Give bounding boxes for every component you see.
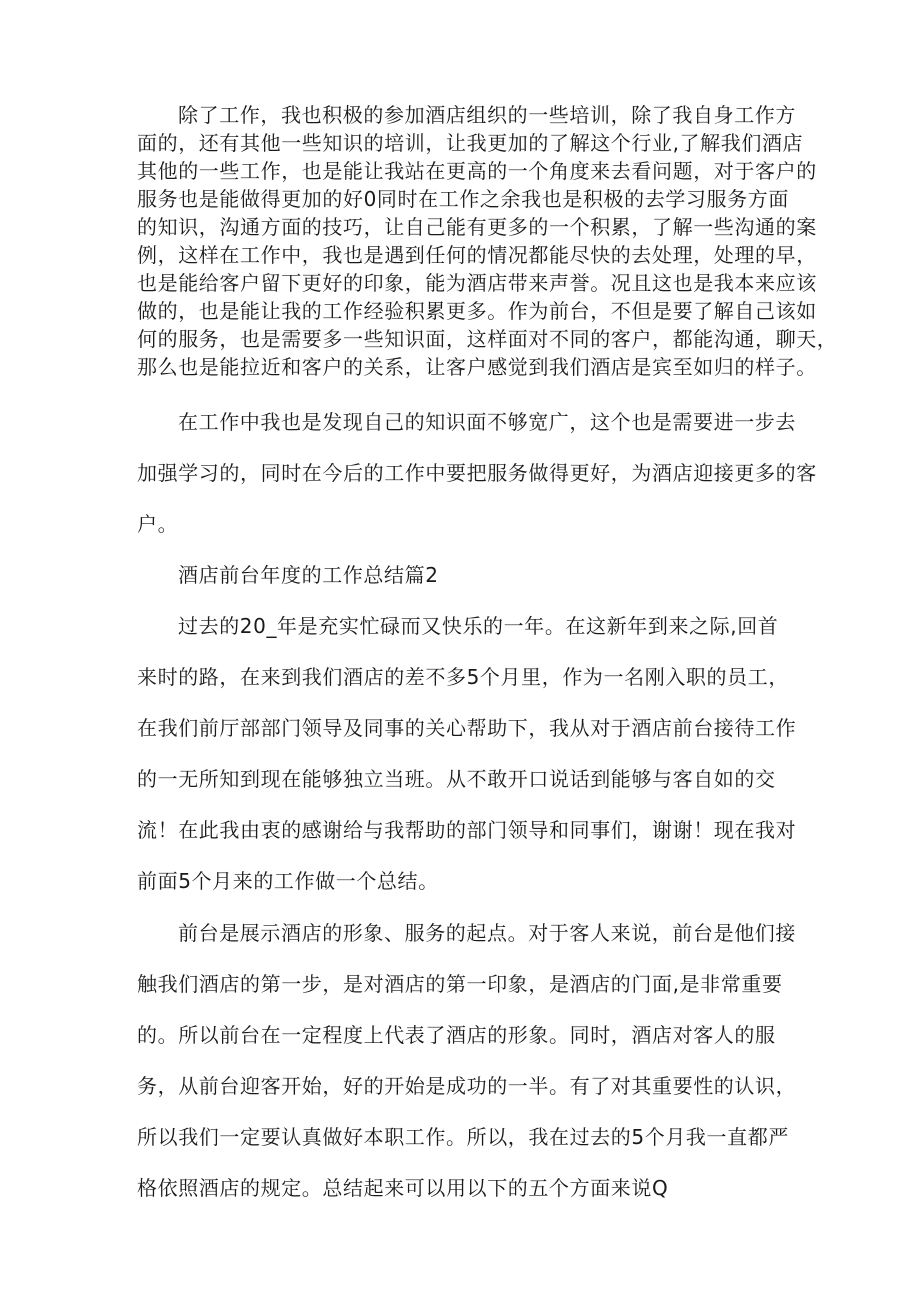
- paragraph-2-line-2: 加强学习的，同时在今后的工作中要把服务做得更好，为酒店迎接更多的客: [137, 461, 817, 485]
- paragraph-4-line-5: 所以我们一定要认真做好本职工作。所以，我在过去的5个月我一直都严: [137, 1125, 789, 1149]
- paragraph-3-line-2: 来时的路，在来到我们酒店的差不多5个月里，作为一名刚入职的员工，: [137, 665, 789, 689]
- paragraph-4-line-4: 务，从前台迎客开始，好的开始是成功的一半。有了对其重要性的认识，: [137, 1074, 797, 1098]
- paragraph-1-line-8: 做的，也是能让我的工作经验积累更多。作为前台，不但是要了解自己该如: [137, 299, 817, 323]
- paragraph-1-line-10: 那么也是能拉近和客户的关系，让客户感觉到我们酒店是宾至如归的样子。: [137, 355, 817, 379]
- paragraph-4-line-6: 格依照酒店的规定。总结起来可以用以下的五个方面来说Q: [137, 1176, 669, 1200]
- paragraph-1-line-4: 服务也是能做得更加的好0同时在工作之余我也是积极的去学习服务方面: [137, 187, 789, 211]
- paragraph-2-line-3: 户。: [137, 512, 179, 536]
- paragraph-3-line-4: 的一无所知到现在能够独立当班。从不敢开口说话到能够与客自如的交: [137, 767, 776, 791]
- paragraph-1-line-3: 其他的一些工作，也是能让我站在更高的一个角度来去看问题，对于客户的: [137, 159, 817, 183]
- paragraph-2-line-1: 在工作中我也是发现自己的知识面不够宽广，这个也是需要进一步去: [178, 410, 796, 434]
- paragraph-1-line-2: 面的，还有其他一些知识的培训，让我更加的了解这个行业,了解我们酒店: [137, 131, 804, 155]
- paragraph-3-line-5: 流！在此我由衷的感谢给与我帮助的部门领导和同事们，谢谢！现在我对: [137, 818, 797, 842]
- paragraph-1-line-6: 例，这样在工作中，我也是遇到任何的情况都能尽快的去处理，处理的早，: [137, 243, 817, 267]
- paragraph-1-line-1: 除了工作，我也积极的参加酒店组织的一些培训，除了我自身工作方: [178, 103, 796, 127]
- paragraph-1-line-7: 也是能给客户留下更好的印象，能为酒店带来声誉。况且这也是我本来应该: [137, 271, 817, 295]
- paragraph-4-line-2: 触我们酒店的第一步，是对酒店的第一印象，是酒店的门面,是非常重要: [137, 972, 783, 996]
- paragraph-1-line-5: 的知识，沟通方面的技巧，让自己能有更多的一个积累，了解一些沟通的案: [137, 215, 817, 239]
- paragraph-1-line-9: 何的服务，也是需要多一些知识面，这样面对不同的客户，都能沟通，聊天，: [137, 327, 838, 351]
- paragraph-3-line-6: 前面5个月来的工作做一个总结。: [137, 869, 439, 893]
- paragraph-4-line-3: 的。所以前台在一定程度上代表了酒店的形象。同时，酒店对客人的服: [137, 1023, 776, 1047]
- paragraph-3-line-1: 过去的20_年是充实忙碌而又快乐的一年。在这新年到来之际,回首: [178, 614, 779, 638]
- paragraph-3-line-3: 在我们前厅部部门领导及同事的关心帮助下，我从对于酒店前台接待工作: [137, 716, 797, 740]
- section-heading: 酒店前台年度的工作总结篇2: [178, 563, 439, 587]
- paragraph-4-line-1: 前台是展示酒店的形象、服务的起点。对于客人来说，前台是他们接: [178, 921, 796, 945]
